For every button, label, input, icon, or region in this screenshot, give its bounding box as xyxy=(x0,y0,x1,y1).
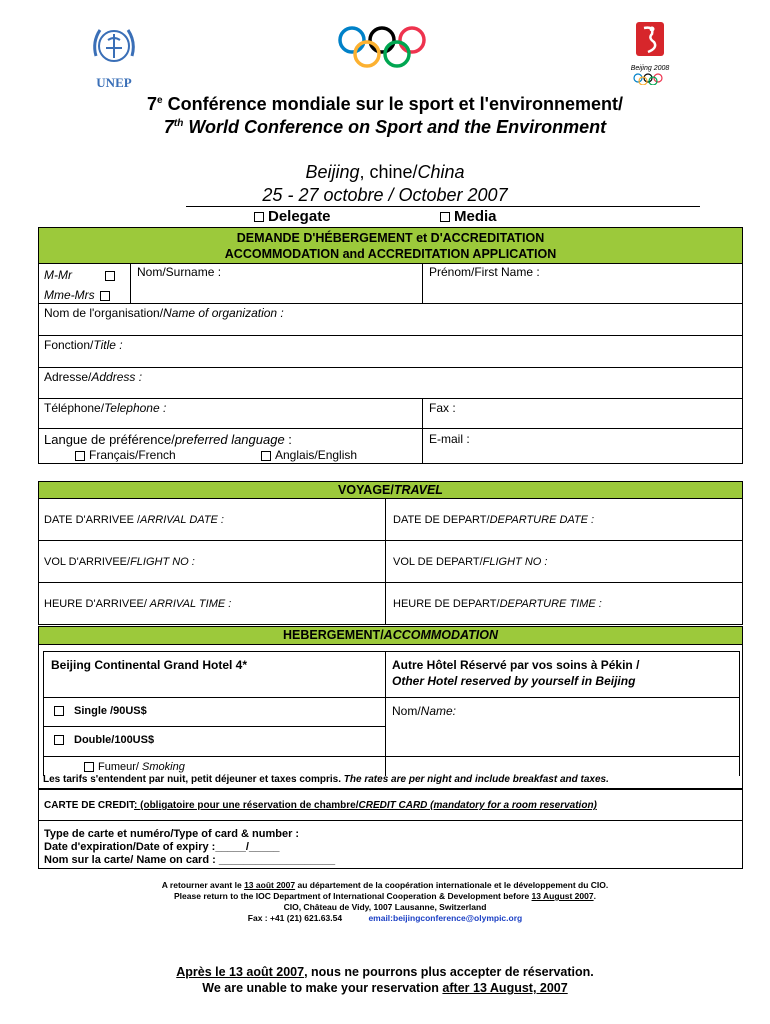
travel-header: VOYAGE/TRAVEL xyxy=(39,482,742,499)
accommodation-section xyxy=(38,626,743,789)
other-hotel-en: Other Hotel reserved by yourself in Beijing xyxy=(392,674,636,688)
arrival-flight-label[interactable]: VOL D'ARRIVEE/FLIGHT NO : xyxy=(44,556,195,568)
double-option[interactable]: Double/100US$ xyxy=(54,734,154,746)
beijing-rings-icon xyxy=(624,73,676,85)
address-label[interactable]: Adresse/Address : xyxy=(44,370,143,384)
language-label: Langue de préférence/preferred language : xyxy=(44,432,292,447)
hotel-name: Beijing Continental Grand Hotel 4* xyxy=(51,658,248,672)
travel-section xyxy=(38,481,743,625)
credit-card-section xyxy=(38,789,743,869)
row-line xyxy=(44,726,385,727)
location: Beijing, chine/China xyxy=(305,162,465,182)
rates-note: Les tarifs s'entendent par nuit, petit déjeuner et taxes compris. The rates are per night and include breakfast and taxes. xyxy=(43,774,609,785)
other-hotel-fr: Autre Hôtel Réservé par vos soins à Pékin / xyxy=(392,658,640,672)
smoking-checkbox[interactable] xyxy=(84,762,94,772)
application-header: DEMANDE D'HÉBERGEMENT et D'ACCREDITATION ACCOMMODATION and ACCREDITATION APPLICATION xyxy=(39,228,742,264)
mrs-checkbox[interactable] xyxy=(100,291,110,301)
credit-card-label: CARTE DE CREDIT: (obligatoire pour une réservation de chambre/CREDIT CARD (mandatory for a room reservation) xyxy=(44,800,597,811)
surname-field[interactable] xyxy=(131,264,421,302)
accommodation-header: HEBERGEMENT/ACCOMMODATION xyxy=(39,627,742,645)
french-option[interactable]: Français/French xyxy=(75,448,176,462)
arrival-time-label[interactable]: HEURE D'ARRIVEE/ ARRIVAL TIME : xyxy=(44,598,232,610)
departure-flight-label[interactable]: VOL DE DEPART/FLIGHT NO : xyxy=(393,556,548,568)
title-english: 7th World Conference on Sport and the Environment xyxy=(163,117,607,137)
card-name-label[interactable]: Nom sur la carte/ Name on card : ___________________ xyxy=(44,854,336,866)
beijing-2008-logo xyxy=(624,22,676,88)
english-checkbox[interactable] xyxy=(261,451,271,461)
email-label[interactable]: E-mail : xyxy=(429,432,470,446)
double-checkbox[interactable] xyxy=(54,735,64,745)
return-email-link[interactable]: email:beijingconference@olympic.org xyxy=(368,913,523,923)
departure-date-label[interactable]: DATE DE DEPART/DEPARTURE DATE : xyxy=(393,514,595,526)
single-checkbox[interactable] xyxy=(54,706,64,716)
mrs-option[interactable]: Mme-Mrs xyxy=(44,288,114,302)
fax-label[interactable]: Fax : xyxy=(429,401,456,415)
single-option[interactable]: Single /90US$ xyxy=(54,705,147,717)
mr-checkbox[interactable] xyxy=(105,271,115,281)
dates: 25 - 27 octobre / October 2007 xyxy=(262,185,508,205)
english-option[interactable]: Anglais/English xyxy=(261,448,357,462)
media-option[interactable]: Media xyxy=(440,208,497,225)
media-checkbox[interactable] xyxy=(440,212,450,222)
row-line xyxy=(39,398,742,399)
olympic-rings-icon xyxy=(336,24,432,72)
contact-divider xyxy=(422,398,423,464)
row-line xyxy=(39,367,742,368)
row-line xyxy=(39,820,742,821)
row-line xyxy=(39,428,742,429)
beijing-text: Beijing 2008 xyxy=(630,65,670,72)
hotel-divider xyxy=(385,652,386,776)
unep-text: UNEP xyxy=(96,75,132,90)
return-info: A retourner avant le 13 août 2007 au département de la coopération internationale et le développement du CIO. Please return to the IOC Department of International Cooperation & Development before 13 August 2007. CIO, Château de Vidy, 1007 Lausanne, Switzerland Fax : +41 (21) 621.63.54 email:beijingconference@olympic.org xyxy=(161,880,609,923)
surname-label: Nom/Surname : xyxy=(137,265,222,279)
olympic-rings-logo xyxy=(336,24,432,77)
row-line xyxy=(39,582,742,583)
row-line xyxy=(39,335,742,336)
first-name-label: Prénom/First Name : xyxy=(429,265,540,279)
telephone-label[interactable]: Téléphone/Telephone : xyxy=(44,401,167,415)
card-type-label[interactable]: Type de carte et numéro/Type of card & number : xyxy=(44,828,300,840)
title-label[interactable]: Fonction/Title : xyxy=(44,338,123,352)
row-line xyxy=(44,756,739,757)
deadline-notice: Après le 13 août 2007, nous ne pourrons plus accepter de réservation. We are unable to make your reservation after 13 August, 2007 xyxy=(176,965,594,995)
first-name-field[interactable] xyxy=(423,264,743,302)
title-french: 7e Conférence mondiale sur le sport et l'environnement/ xyxy=(147,94,623,114)
mr-option[interactable]: M-Mr xyxy=(44,268,119,282)
card-expiry-label[interactable]: Date d'expiration/Date of expiry :_____/_____ xyxy=(44,841,280,853)
application-section xyxy=(38,227,743,464)
travel-divider xyxy=(385,498,386,624)
departure-time-label[interactable]: HEURE DE DEPART/DEPARTURE TIME : xyxy=(393,598,602,610)
unep-logo xyxy=(88,22,140,88)
smoking-option[interactable]: Fumeur/ Smoking xyxy=(84,761,185,773)
french-checkbox[interactable] xyxy=(75,451,85,461)
beijing-emblem-icon xyxy=(624,22,676,62)
row-line xyxy=(44,697,739,698)
unep-laurel-icon xyxy=(88,22,140,72)
hotel-table xyxy=(43,651,740,776)
delegate-checkbox[interactable] xyxy=(254,212,264,222)
row-line xyxy=(39,540,742,541)
row-line xyxy=(39,303,742,304)
arrival-date-label[interactable]: DATE D'ARRIVEE /ARRIVAL DATE : xyxy=(44,514,224,526)
delegate-option[interactable]: Delegate xyxy=(254,208,331,225)
organization-label[interactable]: Nom de l'organisation/Name of organization : xyxy=(44,306,284,320)
other-hotel-name-label[interactable]: Nom/Name: xyxy=(392,704,457,718)
header-divider xyxy=(186,206,700,207)
